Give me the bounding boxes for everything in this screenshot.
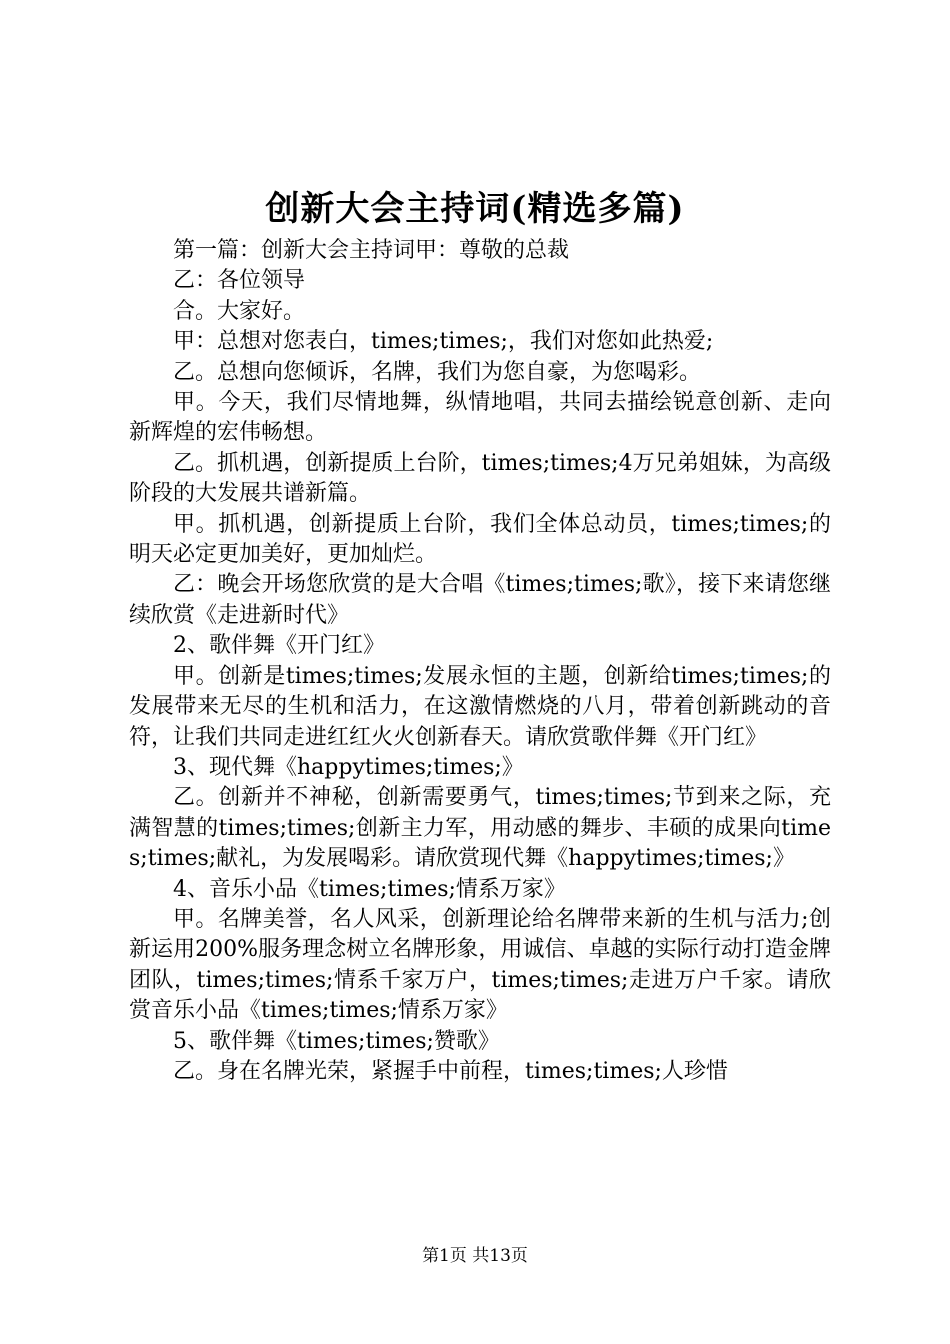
section-heading: 3、现代舞《happytimes;times;》 [173, 754, 524, 780]
page-footer: 第1页 共13页 [422, 1246, 528, 1266]
paragraph: 甲。抓机遇，创新提质上台阶，我们全体总动员，times;times;的明天必定更加美好，更加灿烂。 [129, 511, 831, 568]
paragraph: 甲：总想对您表白，times;times;，我们对您如此热爱; [173, 329, 714, 355]
paragraph: 乙：各位领导 [173, 268, 306, 294]
paragraph: 甲。创新是times;times;发展永恒的主题，创新给times;times;的发展带来无尽的生机和活力，在这激情燃烧的八月，带着创新跳动的音符，让我们共同走进红红火火创新春天。请欣赏歌伴舞《开门红》 [129, 663, 831, 750]
section-heading: 4、音乐小品《times;times;情系万家》 [173, 876, 566, 902]
paragraph: 甲。名牌美誉，名人风采，创新理论给名牌带来新的生机与活力;创新运用200%服务理念树立名牌形象，用诚信、卓越的实际行动打造金牌团队，times;times;情系千家万户，times;times;走进万户千家。请欣赏音乐小品《times;times;情系万家》 [129, 906, 831, 1024]
paragraph: 第一篇：创新大会主持词甲：尊敬的总裁 [173, 238, 570, 263]
section-heading: 2、歌伴舞《开门红》 [173, 633, 385, 659]
document-title: 创新大会主持词(精选多篇) [265, 189, 685, 229]
paragraph: 乙。身在名牌光荣，紧握手中前程，times;times;人珍惜 [173, 1058, 728, 1084]
paragraph: 乙：晚会开场您欣赏的是大合唱《times;times;歌》，接下来请您继续欣赏《走进新时代》 [129, 572, 831, 628]
paragraph: 乙。创新并不神秘，创新需要勇气，times;times;节到来之际，充满智慧的times;times;创新主力军，用动感的舞步、丰硕的成果向times;times;献礼，为发展喝彩。请欣赏现代舞《happytimes;times;》 [129, 785, 831, 872]
document-body [129, 236, 831, 1087]
paragraph: 甲。今天，我们尽情地舞，纵情地唱，共同去描绘锐意创新、走向新辉煌的宏伟畅想。 [129, 390, 831, 446]
paragraph: 合。大家好。 [173, 298, 306, 324]
section-heading: 5、歌伴舞《times;times;赞歌》 [173, 1028, 500, 1054]
paragraph: 乙。抓机遇，创新提质上台阶，times;times;4万兄弟姐妹，为高级阶段的大发展共谱新篇。 [129, 450, 831, 507]
paragraph: 乙。总想向您倾诉，名牌，我们为您自豪，为您喝彩。 [173, 359, 702, 385]
